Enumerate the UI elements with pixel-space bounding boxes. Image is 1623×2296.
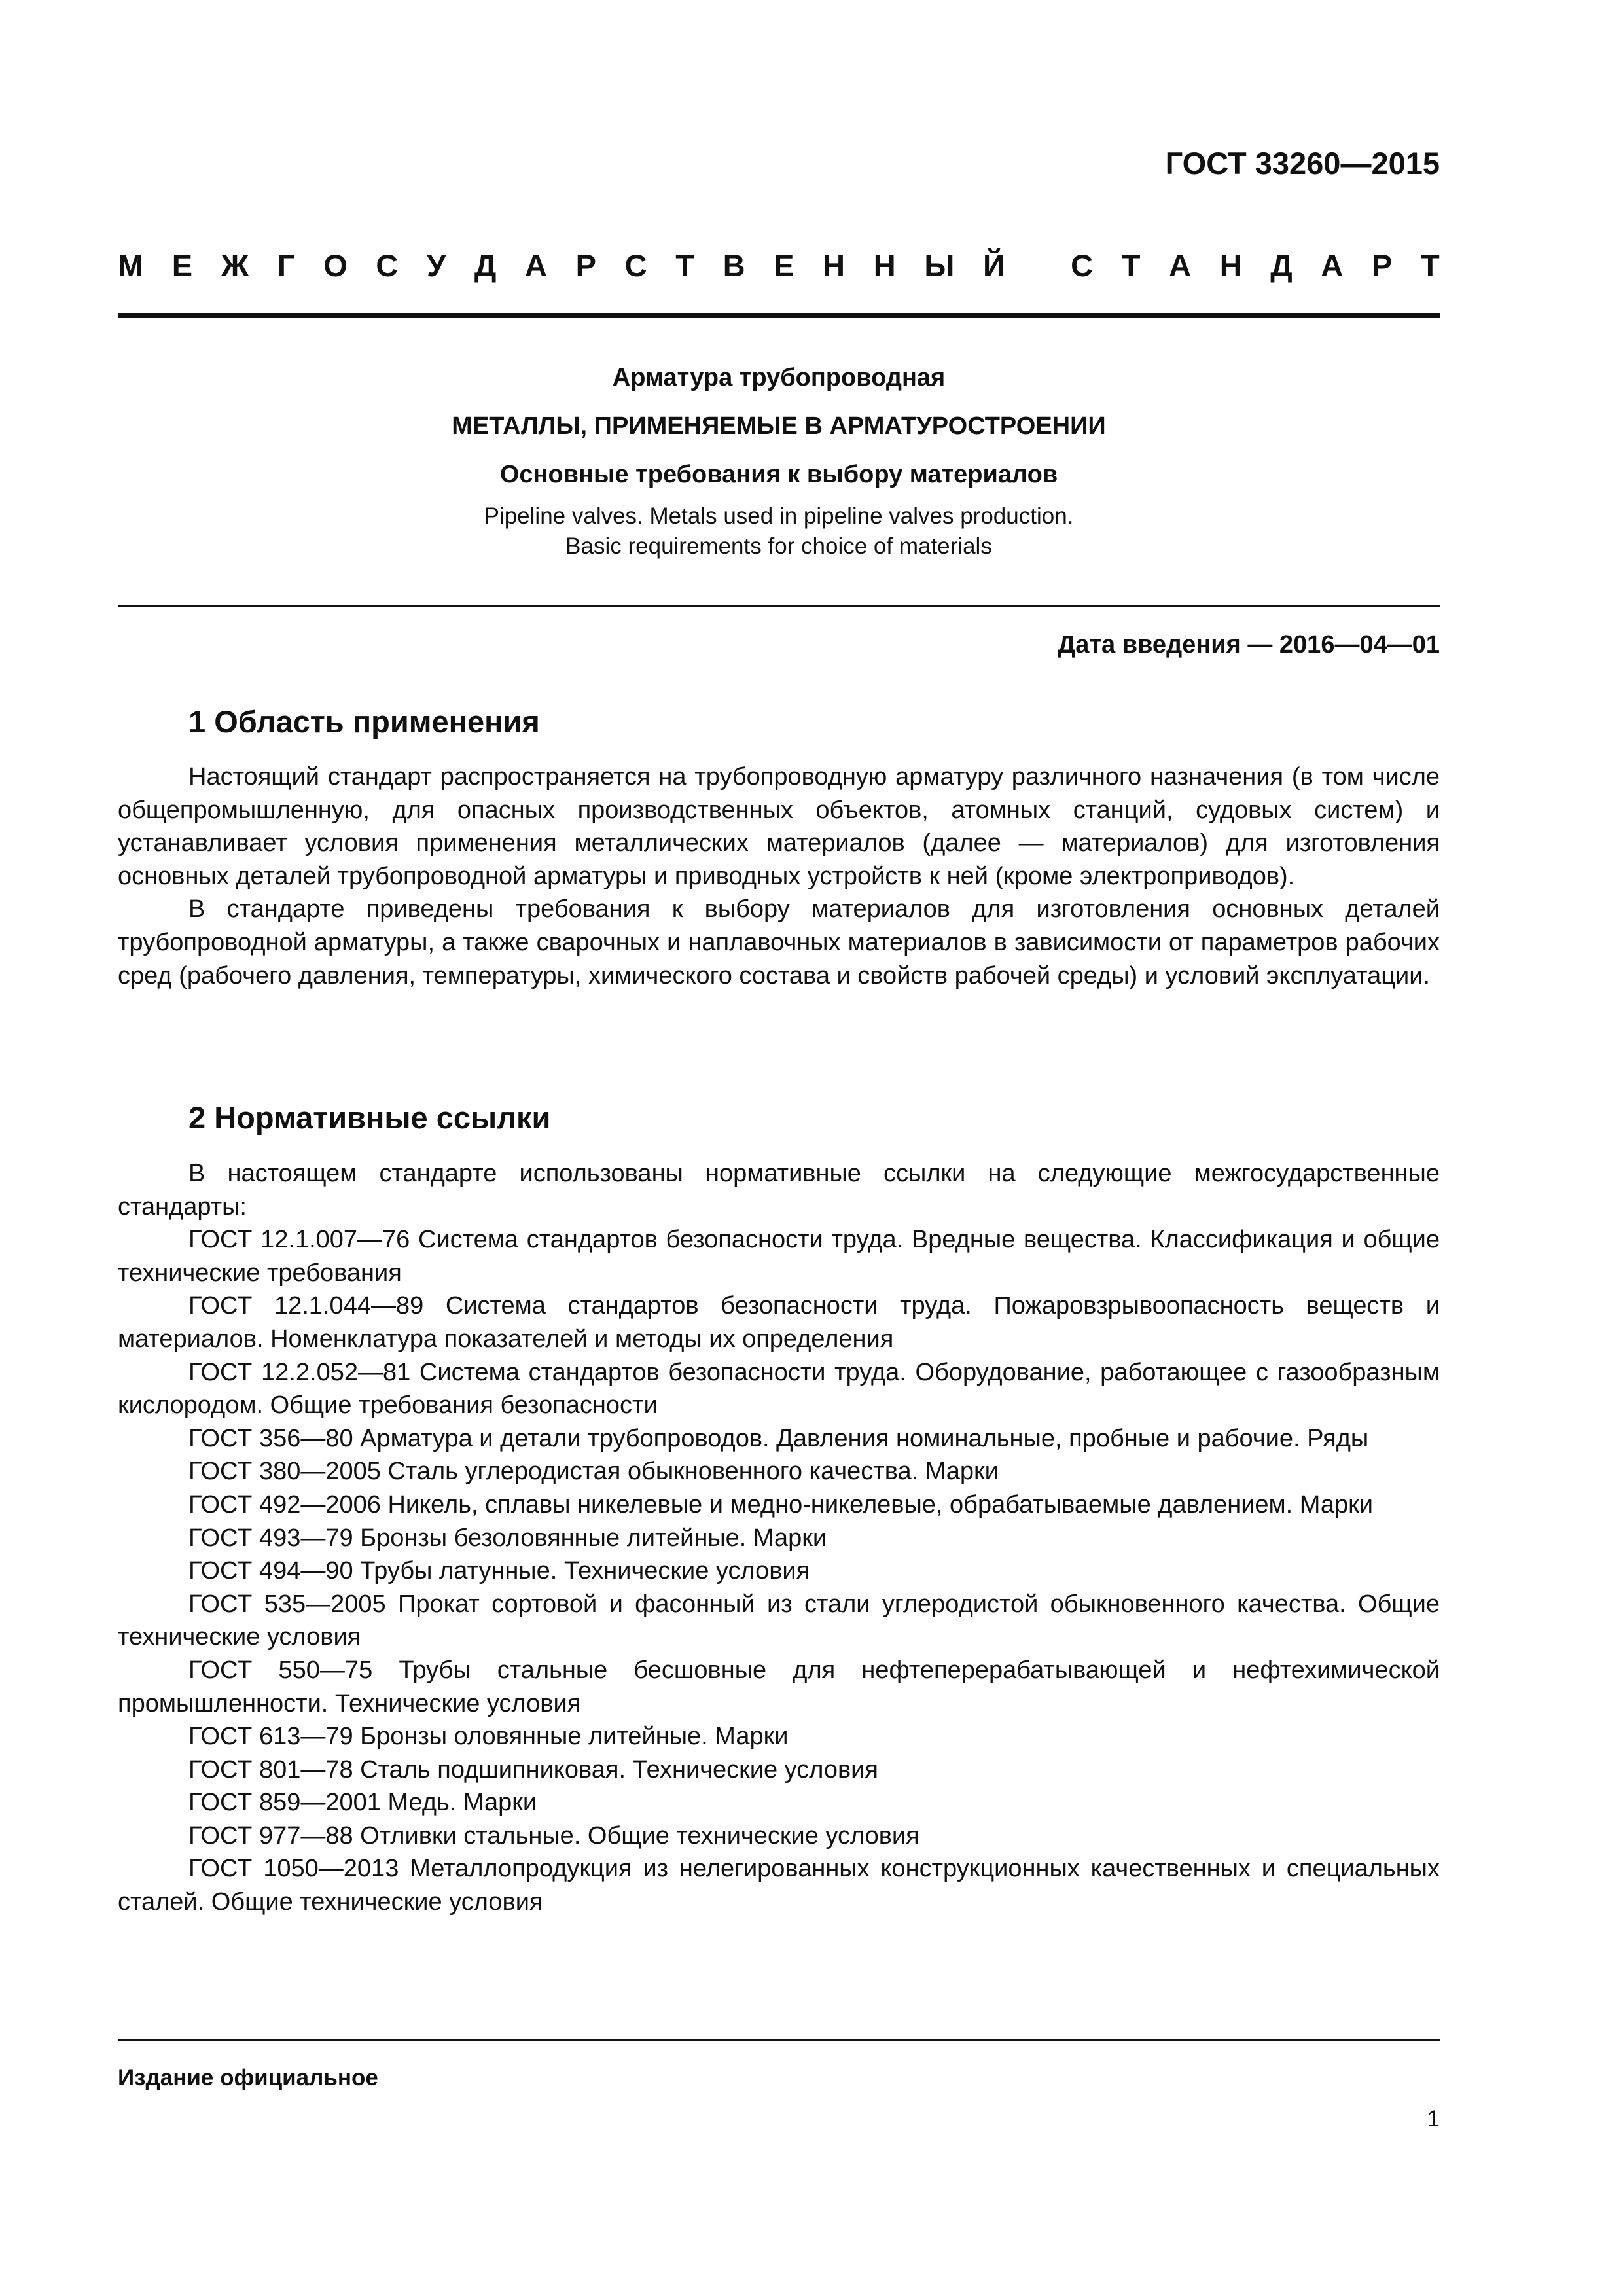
reference-item: ГОСТ 492—2006 Никель, сплавы никелевые и медно-никелевые, обрабатываемые давлением. Марки bbox=[188, 1490, 1373, 1518]
english-title-line-2: Basic requirements for choice of materials bbox=[565, 533, 992, 559]
reference-item: ГОСТ 535—2005 Прокат сортовой и фасонный из стали углеродистой обыкновенного качества. Общие технические условия bbox=[118, 1590, 1440, 1651]
title-block bbox=[118, 361, 1440, 562]
reference-item: ГОСТ 613—79 Бронзы оловянные литейные. Марки bbox=[188, 1723, 789, 1751]
banner-letter: Г bbox=[277, 248, 295, 283]
paragraph: Настоящий стандарт распространяется на трубопроводную арматуру различного назначения (в том числе общепромышленную, для опасных производственных объектов, атомных станций, судовых систем) и устанавливает условия применения металлических материалов (далее — материалов) для изготовления основных деталей трубопроводной арматуры и приводных устройств к ней (кроме электроприводов). bbox=[118, 763, 1440, 890]
reference-item: ГОСТ 550—75 Трубы стальные бесшовные для нефтеперерабатывающей и нефтехимической промышленности. Технические условия bbox=[118, 1656, 1440, 1717]
section-2-body bbox=[118, 1157, 1440, 1919]
banner-letter: А bbox=[525, 248, 547, 283]
reference-item: ГОСТ 801—78 Сталь подшипниковая. Технические условия bbox=[188, 1755, 878, 1784]
banner-letter: Т bbox=[1121, 248, 1141, 283]
page-number: 1 bbox=[1427, 2106, 1440, 2132]
section-1-body bbox=[118, 761, 1440, 992]
paragraph: В настоящем стандарте использованы нормативные ссылки на следующие межгосударственные стандарты: bbox=[118, 1160, 1440, 1221]
title-line-1: Арматура трубопроводная bbox=[612, 364, 946, 391]
banner-letter: Р bbox=[1372, 248, 1393, 283]
reference-item: ГОСТ 494—90 Трубы латунные. Технические условия bbox=[188, 1557, 810, 1585]
banner-letter: У bbox=[427, 248, 446, 283]
banner-letter: Н bbox=[873, 248, 896, 283]
title-divider bbox=[118, 605, 1440, 607]
footer-divider bbox=[118, 2039, 1440, 2041]
reference-item: ГОСТ 493—79 Бронзы безоловянные литейные. Марки bbox=[188, 1524, 827, 1552]
banner-letter: С bbox=[624, 248, 647, 283]
english-title-line-1: Pipeline valves. Metals used in pipeline valves production. bbox=[484, 503, 1074, 529]
interstate-standard-banner bbox=[118, 246, 1440, 285]
banner-letter: Д bbox=[1270, 248, 1293, 283]
banner-letter: М bbox=[118, 248, 144, 283]
banner-letter: Т bbox=[675, 248, 694, 283]
banner-letter: Ж bbox=[221, 248, 249, 283]
banner-letter: Р bbox=[575, 248, 596, 283]
banner-letter: С bbox=[1071, 248, 1094, 283]
banner-letter: А bbox=[1321, 248, 1344, 283]
banner-letter: Е bbox=[774, 248, 794, 283]
header-divider bbox=[118, 313, 1440, 318]
reference-item: ГОСТ 12.1.044—89 Система стандартов безопасности труда. Пожаровзрывоопасность веществ и материалов. Номенклатура показателей и методы их определения bbox=[118, 1292, 1440, 1353]
banner-letter: Й bbox=[983, 248, 1005, 283]
reference-item: ГОСТ 1050—2013 Металлопродукция из нелегированных конструкционных качественных и специальных сталей. Общие технические условия bbox=[118, 1855, 1440, 1916]
reference-item: ГОСТ 356—80 Арматура и детали трубопроводов. Давления номинальные, пробные и рабочие. Ряды bbox=[188, 1424, 1369, 1452]
banner-letter: Е bbox=[171, 248, 193, 283]
section-1-heading: 1 Область применения bbox=[188, 704, 540, 739]
gost-number: ГОСТ 33260—2015 bbox=[1165, 146, 1440, 181]
paragraph: В стандарте приведены требования к выбору материалов для изготовления основных деталей трубопроводной арматуры, а также сварочных и наплавочных материалов в зависимости от параметров рабочих сред (рабочего давления, температуры, химического состава и свойств рабочей среды) и условий эксплуатации. bbox=[118, 895, 1440, 990]
banner-letter: Т bbox=[1421, 248, 1440, 283]
title-line-2: МЕТАЛЛЫ, ПРИМЕНЯЕМЫЕ В АРМАТУРОСТРОЕНИИ bbox=[452, 412, 1106, 440]
reference-item: ГОСТ 977—88 Отливки стальные. Общие технические условия bbox=[188, 1821, 919, 1850]
reference-item: ГОСТ 380—2005 Сталь углеродистая обыкновенного качества. Марки bbox=[188, 1458, 999, 1486]
english-title bbox=[118, 501, 1440, 562]
banner-letter: В bbox=[722, 248, 745, 283]
banner-letter: Н bbox=[823, 248, 846, 283]
banner-letter: О bbox=[323, 248, 348, 283]
banner-letter: С bbox=[376, 248, 399, 283]
reference-item: ГОСТ 12.1.007—76 Система стандартов безопасности труда. Вредные вещества. Классификация и общие технические требования bbox=[118, 1226, 1440, 1287]
section-2-heading: 2 Нормативные ссылки bbox=[188, 1100, 551, 1135]
reference-item: ГОСТ 12.2.052—81 Система стандартов безопасности труда. Оборудование, работающее с газообразным кислородом. Общие требования безопасности bbox=[118, 1358, 1440, 1420]
banner-letter: Н bbox=[1219, 248, 1242, 283]
banner-gap bbox=[1033, 246, 1042, 285]
banner-letter: Д bbox=[474, 248, 497, 283]
title-line-3: Основные требования к выбору материалов bbox=[499, 461, 1058, 488]
official-edition-label: Издание официальное bbox=[118, 2065, 378, 2090]
banner-letter: А bbox=[1169, 248, 1192, 283]
reference-item: ГОСТ 859—2001 Медь. Марки bbox=[188, 1789, 537, 1817]
introduction-date: Дата введения — 2016—04—01 bbox=[1058, 631, 1440, 658]
banner-letter: Ы bbox=[924, 248, 955, 283]
